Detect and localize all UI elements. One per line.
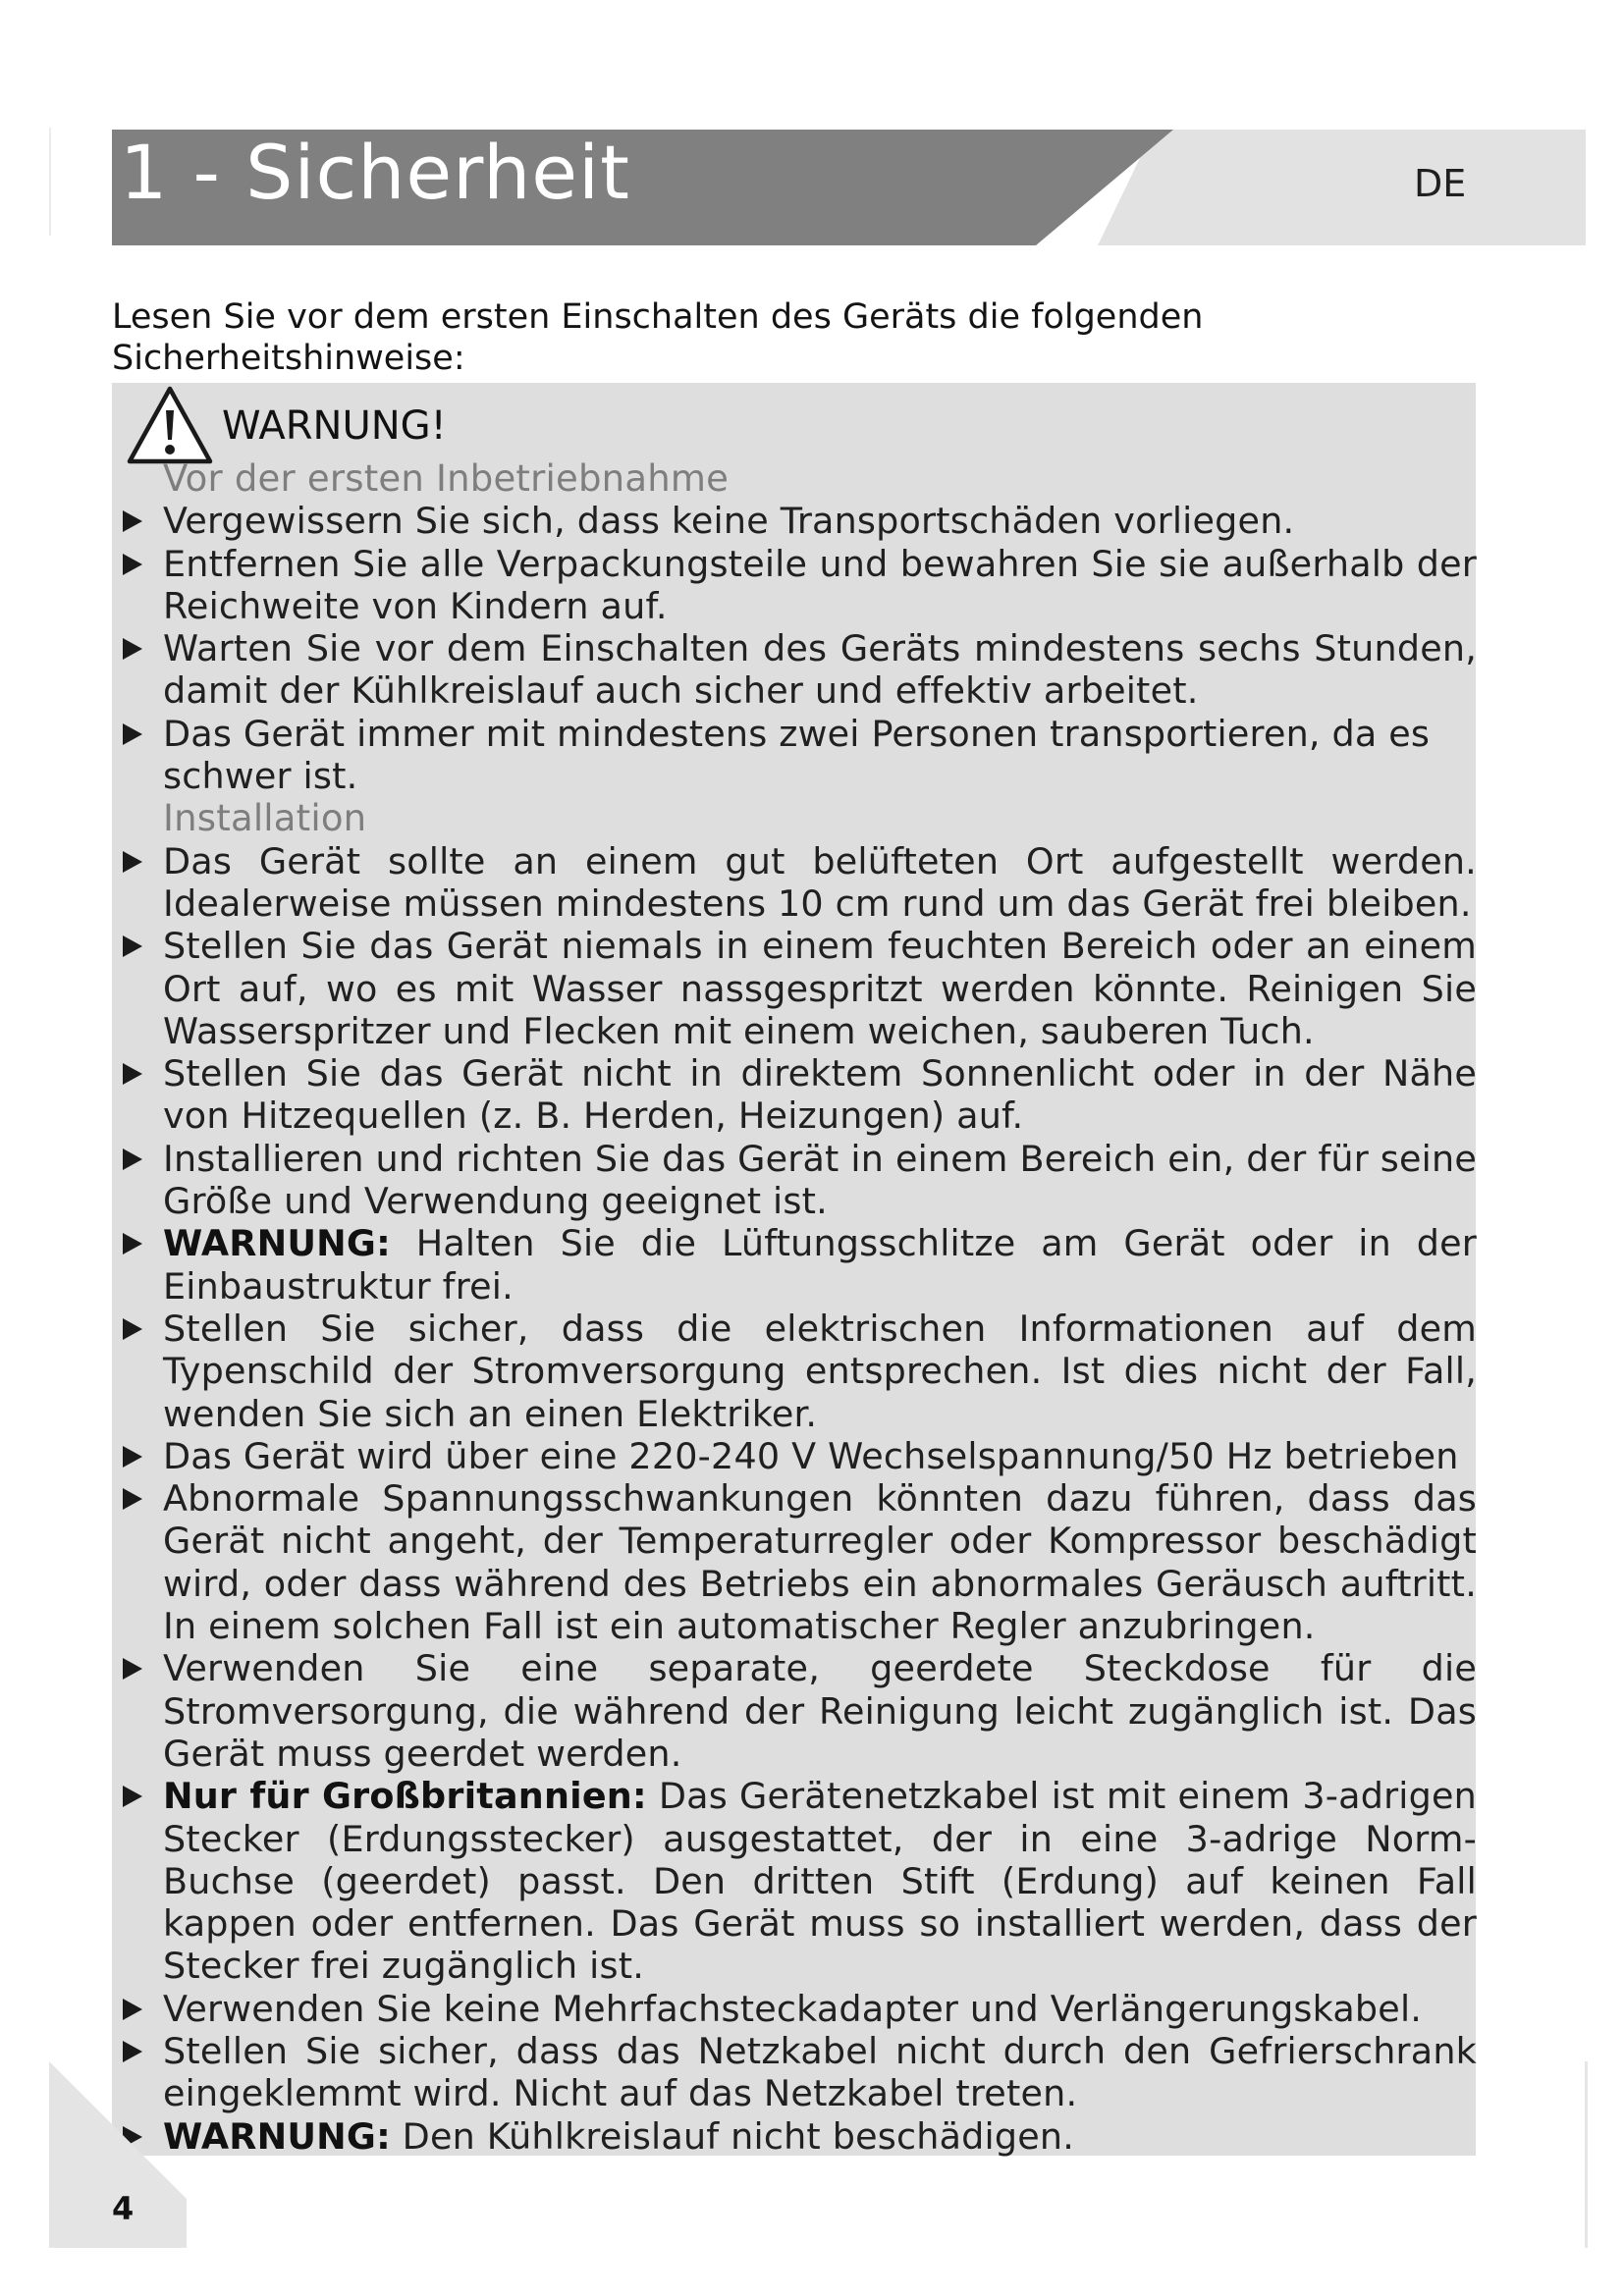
page-corner-tab [0, 2042, 216, 2296]
bullet-arrow-icon [123, 935, 142, 957]
bullet-arrow-icon [123, 1786, 142, 1807]
list-item: Abnormale Spannungsschwankungen könnten dazu führen, dass das Gerät nicht angeht, der Temperaturregler oder Kompressor beschädigt wird, oder dass während des Betriebs ein abnormales Geräusch auftritt. In einem solchen Fall ist ein automatischer Regler anzubringen. [122, 1477, 1477, 1647]
list-item-vent-warning: WARNUNG: Halten Sie die Lüftungsschlitze am Gerät oder in der Einbaustruktur frei. [122, 1222, 1477, 1308]
list-item: Entfernen Sie alle Verpackungsteile und bewahren Sie sie außerhalb der Reichweite von Kindern auf. [122, 543, 1477, 628]
bullet-arrow-icon [123, 1233, 142, 1255]
warning-label: WARNUNG! [222, 403, 447, 449]
list-item: Vergewissern Sie sich, dass keine Transportschäden vorliegen. [122, 500, 1477, 542]
header-banner [0, 0, 1624, 255]
list-item: Das Gerät immer mit mindestens zwei Personen transportieren, da es schwer ist. [122, 713, 1477, 798]
list-item: Stellen Sie das Gerät nicht in direktem Sonnenlicht oder in der Nähe von Hitzequellen (z. B. Herden, Heizungen) auf. [122, 1052, 1477, 1138]
warning-triangle-icon [126, 385, 214, 467]
bullet-arrow-icon [123, 554, 142, 575]
list-item-uk-note: Nur für Großbritannien: Das Gerätenetzkabel ist mit einem 3-adrigen Stecker (Erdungsstecker) ausgestattet, der in eine 3-adrige Norm-Buchse (geerdet) passt. Den dritten Stift (Erdung) auf keinen Fall kappen oder entfernen. Das Gerät muss so installiert werden, dass der Stecker frei zugänglich ist. [122, 1775, 1477, 1987]
list-item-circuit-warning: WARNUNG: Den Kühlkreislauf nicht beschädigen. [122, 2115, 1477, 2158]
list-item: Warten Sie vor dem Einschalten des Geräts mindestens sechs Stunden, damit der Kühlkreislauf auch sicher und effektiv arbeitet. [122, 627, 1477, 713]
bullet-arrow-icon [123, 851, 142, 873]
bullet-arrow-icon [123, 1148, 142, 1170]
bullet-arrow-icon [123, 723, 142, 745]
list-item: Stellen Sie das Gerät niemals in einem feuchten Bereich oder an einem Ort auf, wo es mit Wasser nassgespritzt werden könnte. Reinigen Sie Wasserspritzer und Flecken mit einem weichen, sauberen Tuch. [122, 925, 1477, 1052]
uk-note-label: Nur für Großbritannien: [163, 1775, 647, 1818]
warning-inline-label: WARNUNG: [163, 1222, 391, 1265]
bullet-arrow-icon [123, 510, 142, 532]
list-item: Verwenden Sie eine separate, geerdete Steckdose für die Stromversorgung, die während der Reinigung leicht zugänglich ist. Das Gerät muss geerdet werden. [122, 1647, 1477, 1775]
bullet-arrow-icon [123, 1488, 142, 1510]
list-item: Stellen Sie sicher, dass das Netzkabel nicht durch den Gefrierschrank eingeklemmt wird. Nicht auf das Netzkabel treten. [122, 2030, 1477, 2115]
page-title: 1 - Sicherheit [120, 129, 630, 216]
safety-content [122, 457, 1477, 2158]
list-item: Installieren und richten Sie das Gerät in einem Bereich ein, der für seine Größe und Verwendung geeignet ist. [122, 1138, 1477, 1223]
list-item: Stellen Sie sicher, dass die elektrischen Informationen auf dem Typenschild der Stromversorgung entsprechen. Ist dies nicht der Fall, wenden Sie sich an einen Elektriker. [122, 1308, 1477, 1435]
section-title-installation: Installation [163, 797, 367, 840]
intro-text: Lesen Sie vor dem ersten Einschalten des Geräts die folgenden Sicherheitshinweise: [112, 297, 1204, 378]
language-label: DE [1414, 162, 1467, 205]
list-item: Das Gerät wird über eine 220-240 V Wechselspannung/50 Hz betrieben [122, 1435, 1477, 1477]
bullet-arrow-icon [123, 1658, 142, 1680]
list-item: Das Gerät sollte an einem gut belüfteten Ort aufgestellt werden. Idealerweise müssen mindestens 10 cm rund um das Gerät frei bleiben. [122, 840, 1477, 926]
section-title-before-use: Vor der ersten Inbetriebnahme [163, 457, 730, 500]
bullet-arrow-icon [123, 1063, 142, 1085]
list-item: Verwenden Sie keine Mehrfachsteckadapter und Verlängerungskabel. [122, 1988, 1477, 2030]
page-edge-right [1585, 2061, 1588, 2248]
warning-inline-label: WARNUNG: [163, 2114, 391, 2158]
page-number: 4 [112, 2190, 135, 2227]
bullet-arrow-icon [123, 1446, 142, 1468]
header-light-band [1098, 130, 1586, 245]
bullet-arrow-icon [123, 1318, 142, 1340]
bullet-arrow-icon [123, 1999, 142, 2020]
bullet-arrow-icon [123, 638, 142, 660]
